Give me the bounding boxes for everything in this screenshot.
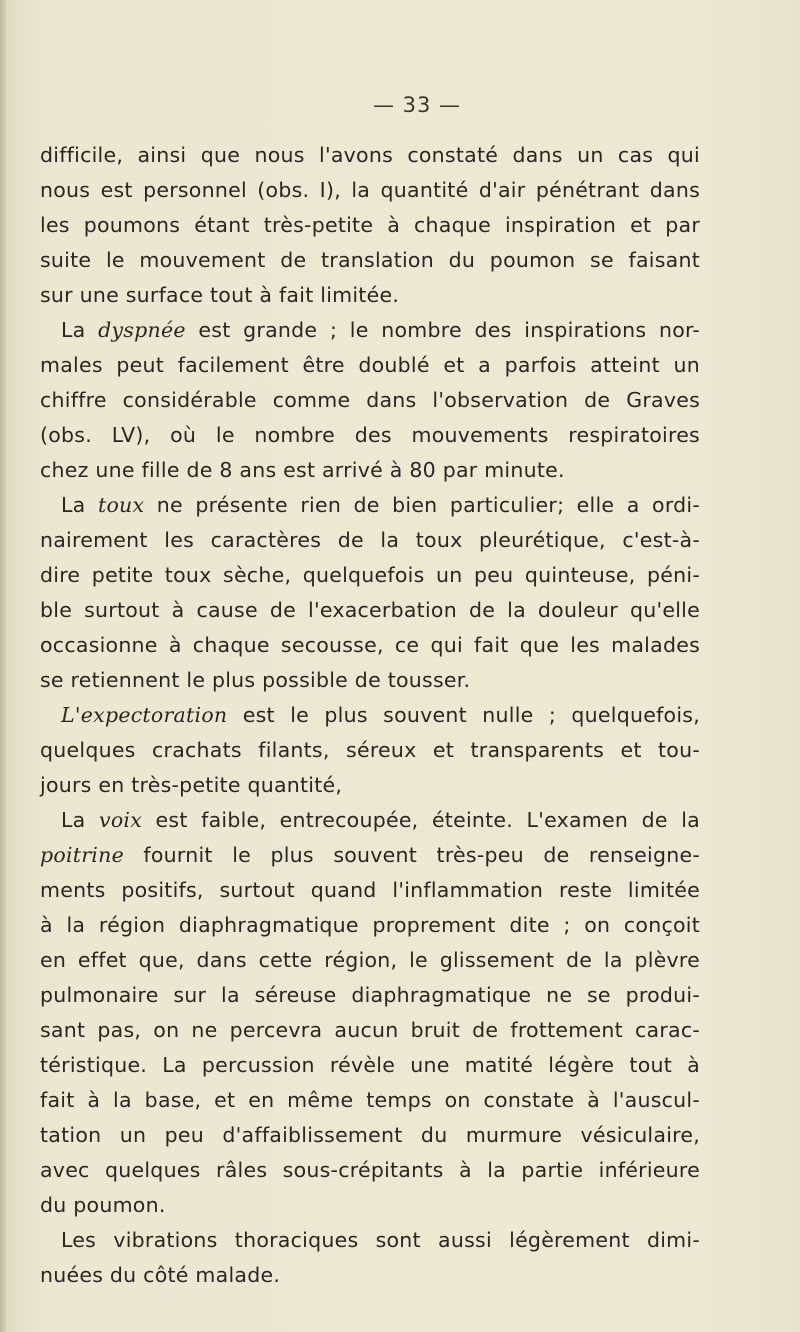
text-line: à la région diaphragmatique proprement dite ; on conçoit (40, 913, 700, 937)
text-line: suite le mouvement de translation du poumon se faisant (40, 248, 700, 272)
text-line: pulmonaire sur la séreuse diaphragmatique ne se produi- (40, 983, 700, 1007)
italic-term-poitrine: poitrine (40, 843, 124, 867)
italic-term-voix: voix (98, 808, 143, 832)
text-line: nous est personnel (obs. I), la quantité d'air pénétrant dans (40, 178, 700, 202)
text-run: fournit le plus souvent très-peu de renseigne- (123, 843, 700, 867)
paragraph-vibrations: Les vibrations thoraciques sont aussi légèrement dimi- (61, 1228, 700, 1252)
text-line: du poumon. (40, 1193, 166, 1217)
text-line: sant pas, on ne percevra aucun bruit de frottement carac- (40, 1018, 700, 1042)
text-run: La (61, 808, 99, 832)
text-run: La (61, 493, 98, 517)
text-line: difficile, ainsi que nous l'avons constaté dans un cas qui (40, 143, 700, 167)
text-line: ble surtout à cause de l'exacerbation de la douleur qu'elle (40, 598, 700, 622)
text-line: ments positifs, surtout quand l'inflammation reste limitée (40, 878, 700, 902)
paragraph-dyspnee (40, 313, 700, 348)
text-run: est grande ; le nombre des inspirations nor- (185, 318, 700, 342)
text-run: La (61, 318, 99, 342)
text-run: est le plus souvent nulle ; quelquefois, (227, 703, 700, 727)
italic-term-expectoration: L'expectoration (61, 703, 228, 727)
text-line: sur une surface tout à fait limitée. (40, 283, 400, 307)
paragraph-toux (40, 488, 700, 523)
text-line: chez une fille de 8 ans est arrivé à 80 par minute. (40, 458, 565, 482)
page-number: — 33 — (372, 93, 462, 117)
text-line: les poumons étant très-petite à chaque inspiration et par (40, 213, 700, 237)
text-line: tation un peu d'affaiblissement du murmure vésiculaire, (40, 1123, 700, 1147)
text-line: avec quelques râles sous-crépitants à la partie inférieure (40, 1158, 700, 1182)
text-line: nuées du côté malade. (40, 1263, 281, 1287)
text-line: (obs. LV), où le nombre des mouvements respiratoires (40, 423, 700, 447)
text-run: est faible, entrecoupée, éteinte. L'examen de la (142, 808, 700, 832)
text-line: males peut facilement être doublé et a parfois atteint un (40, 353, 700, 377)
text-line: nairement les caractères de la toux pleurétique, c'est-à- (40, 528, 700, 552)
text-line: occasionne à chaque secousse, ce qui fait que les malades (40, 633, 700, 657)
paragraph-voix (40, 803, 700, 838)
text-line (40, 838, 700, 873)
text-line: se retiennent le plus possible de tousser. (40, 668, 471, 692)
text-line: quelques crachats filants, séreux et transparents et tou- (40, 738, 700, 762)
italic-term-toux: toux (97, 493, 145, 517)
text-line: fait à la base, et en même temps on constate à l'auscul- (40, 1088, 700, 1112)
text-run: ne présente rien de bien particulier; elle a ordi- (144, 493, 700, 517)
text-line: en effet que, dans cette région, le glissement de la plèvre (40, 948, 700, 972)
page-binding-edge (0, 0, 6, 1332)
italic-term-dyspnee: dyspnée (98, 318, 186, 342)
text-line: téristique. La percussion révèle une matité légère tout à (40, 1053, 700, 1077)
text-line: chiffre considérable comme dans l'observation de Graves (40, 388, 700, 412)
text-line: jours en très-petite quantité, (40, 773, 343, 797)
text-line: dire petite toux sèche, quelquefois un peu quinteuse, péni- (40, 563, 700, 587)
paragraph-expectoration (40, 698, 700, 733)
body-text (40, 138, 700, 1293)
